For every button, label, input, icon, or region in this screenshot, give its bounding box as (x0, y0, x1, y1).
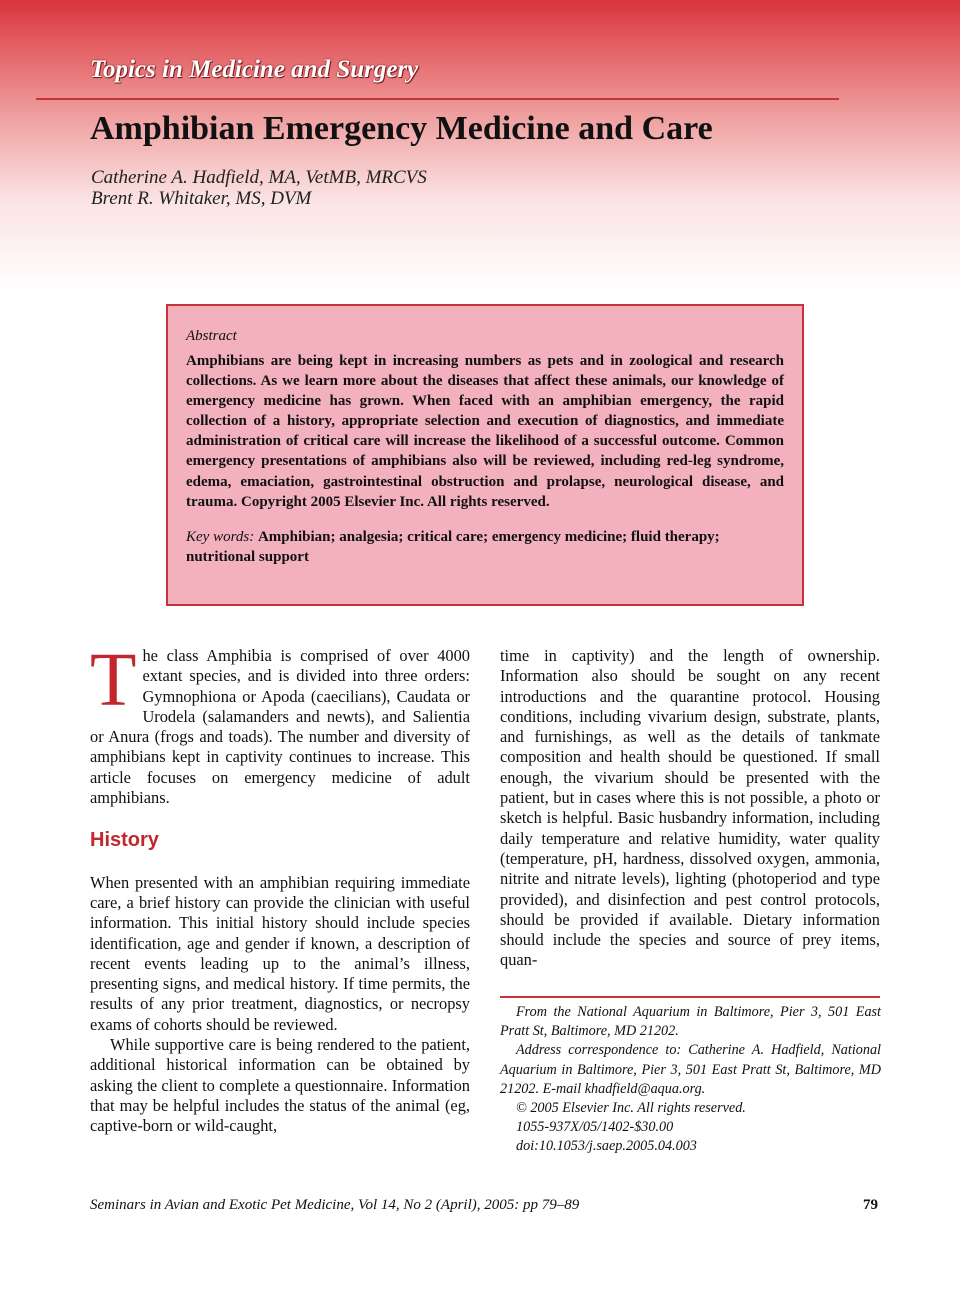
abstract-text: Amphibians are being kept in increasing numbers as pets and in zoological and research collections. As we learn more about the diseases that affect these animals, our knowledge of emergency medicine has grown. When faced with an amphibian emergency, the rapid collection of a history, appropriate selection and execution of diagnostics, and immediate administration of critical care will increase the likelihood of a successful outcome. Common emergency presentations of amphibians also will be reviewed, including red-leg syndrome, edema, emaciation, gastrointestinal obstruction and prolapse, neurological disease, and trauma. Copyright 2005 Elsevier Inc. All rights reserved. (186, 353, 784, 510)
drop-cap: T (90, 638, 137, 722)
intro-paragraph (90, 638, 470, 808)
page-number: 79 (863, 1197, 878, 1213)
section-heading-history: History (90, 829, 159, 852)
keywords-list: Amphibian; analgesia; critical care; emergency medicine; fluid therapy; nutritional support (186, 528, 720, 565)
series-divider (36, 98, 839, 100)
right-column-text: time in captivity) and the length of ownership. Information also should be sought on any recent introductions and the quarantine protocol. Housing conditions, including vivarium design, substrate, plants, and furnishings, as well as the details of tankmate composition and health should be questioned. If small enough, the vivarium should be presented with the patient, but in cases where this is not possible, a photo or sketch is helpful. Basic husbandry information, including daily temperature and relative humidity, water quality (temperature, pH, hardness, dissolved oxygen, ammonia, nitrite and nitrate levels), lighting (photoperiod and type provided), and disinfection and pest control protocols, should be provided if available. Dietary information should include the species and source of prey items, quan- (500, 646, 880, 970)
footnote-copyright: © 2005 Elsevier Inc. All rights reserved. (516, 1100, 746, 1117)
left-column (90, 638, 470, 1137)
article-title: Amphibian Emergency Medicine and Care (90, 110, 713, 147)
abstract-heading: Abstract (186, 328, 237, 344)
keywords-label: Key words: (186, 528, 255, 545)
intro-text: he class Amphibia is comprised of over 4000 extant species, and is divided into three orders: Gymnophiona or Apoda (caecilians), Caudata or Urodela (salamanders and newts), and Salientia or Anura (frogs and toads). The number and diversity of amphibians kept in captivity continues to increase. This article focuses on emergency medicine of adult amphibians. (90, 646, 470, 808)
journal-citation: Seminars in Avian and Exotic Pet Medicine, Vol 14, No 2 (April), 2005: pp 79–89 (90, 1197, 580, 1213)
footnote-affiliation: From the National Aquarium in Baltimore, Pier 3, 501 East Pratt St, Baltimore, MD 21202. (500, 1004, 881, 1040)
footnote-doi: doi:10.1053/j.saep.2005.04.003 (516, 1138, 697, 1155)
footnote-issn: 1055-937X/05/1402-$30.00 (516, 1119, 674, 1136)
author-2: Brent R. Whitaker, MS, DVM (91, 188, 312, 209)
footnotes (500, 1003, 881, 1157)
series-title: Topics in Medicine and Surgery (90, 56, 419, 83)
footnote-correspondence: Address correspondence to: Catherine A. Hadfield, National Aquarium in Baltimore, Pier 3, 501 East Pratt St, Baltimore, MD 21202. E-mail khadfield@aqua.org. (500, 1042, 881, 1097)
right-column (500, 646, 880, 971)
history-paragraph-1: When presented with an amphibian requiring immediate care, a brief history can provide the clinician with useful information. This initial history should include species identification, age and gender if known, a description of recent events leading up to the animal’s illness, presenting signs, and medical history. If time permits, the results of any prior treatment, diagnostics, or necropsy exams of cohorts should be reviewed. (90, 872, 470, 1034)
history-paragraph-2: While supportive care is being rendered to the patient, additional historical information can be obtained by asking the client to complete a questionnaire. Information that may be helpful includes the status of the animal (eg, captive-born or wild-caught, (90, 1035, 470, 1136)
author-1: Catherine A. Hadfield, MA, VetMB, MRCVS (91, 167, 427, 188)
footnote-divider (500, 996, 880, 998)
abstract-box (166, 304, 804, 606)
keywords (186, 527, 784, 567)
